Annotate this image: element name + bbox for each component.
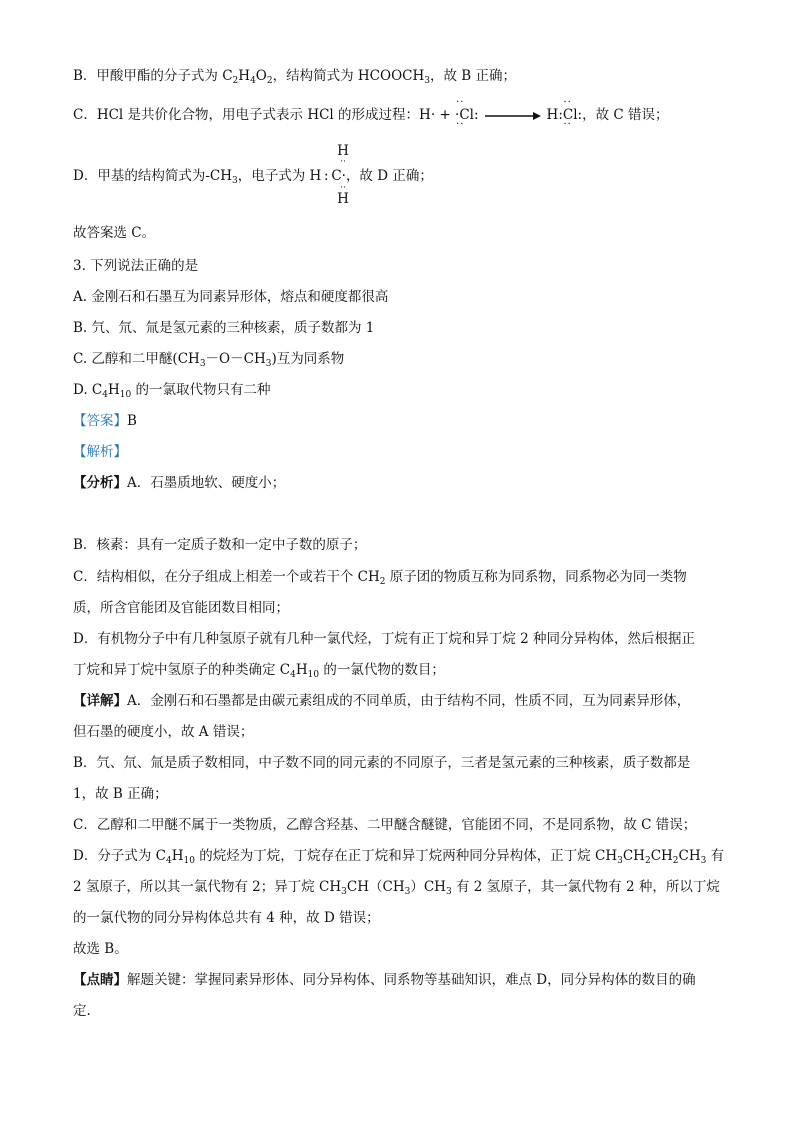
methyl-lewis-bottom: ·· H — [337, 183, 349, 207]
key-point-1: 【点睛】解题关键：掌握同素异形体、同分异构体、同系物等基础知识，难点 D，同分异构体的数目的确 — [73, 972, 696, 988]
answer-line: 【答案】B — [73, 413, 137, 429]
line-option-c: C．HCl 是共价化合物，用电子式表示 HCl 的形成过程：H· + ·· ·Cl: ·· H ·· :Cl: ·· ，故 C 错误； — [73, 97, 669, 130]
line-option-d: D．甲基的结构简式为$-CH_3$，电子式为 H : C·，故 D 正确； — [73, 168, 433, 186]
question-option-d: D. $C_4H_{10}$ 的一氯取代物只有二种 — [73, 382, 271, 400]
analysis-c-2: 质，所含官能团及官能团数目相同； — [73, 600, 289, 616]
detail-d-3: 的一氯代物的同分异构体总共有 4 种，故 D 错误； — [73, 910, 380, 926]
analysis-d-2: 丁烷和异丁烷中氢原子的种类确定 $C_4H_{10}$ 的一氯代物的数目； — [73, 662, 445, 680]
analysis-a: 【分析】A．石墨质地软、硬度小； — [73, 475, 286, 491]
reaction-arrow-icon — [485, 111, 541, 121]
electron-dots-hcl: ·· :Cl: ·· — [558, 97, 583, 130]
question-option-b: B. 氕、氘、氚是氢元素的三种核素，质子数都为 1 — [73, 320, 375, 336]
detail-a-1: 【详解】A．金刚石和石墨都是由碳元素组成的不同单质，由于结构不同，性质不同，互为同素异形体， — [73, 693, 691, 709]
line-option-b: B．甲酸甲酯的分子式为 $C_2H_4O_2$，结构简式为 $HCOOCH_3$，故 B 正确； — [73, 68, 516, 86]
detail-b-2: 1，故 B 正确； — [73, 786, 168, 802]
detail-b-1: B．氕、氘、氚是质子数相同，中子数不同的同元素的不同原子，三者是氢元素的三种核素，质子数都是 — [73, 755, 691, 771]
analysis-heading: 【解析】 — [73, 444, 127, 460]
analysis-b: B．核素：具有一定质子数和一定中子数的原子； — [73, 537, 367, 553]
electron-dots-cl: ·· ·Cl: ·· — [455, 97, 479, 130]
analysis-c-1: C．结构相似，在分子组成上相差一个或若干个 $CH_2$ 原子团的物质互称为同系物，同系物必为同一类物 — [73, 569, 687, 587]
question-option-c: C. 乙醇和二甲醚$(CH_3-O-CH_3)$互为同系物 — [73, 351, 345, 369]
detail-d-2: 2 氢原子，所以其一氯代物有 2；异丁烷 $CH_3CH(CH_3)CH_3$ 有 2 氢原子，其一氯代物有 2 种，所以丁烷 — [73, 879, 720, 897]
question-option-a: A. 金刚石和石墨互为同素异形体，熔点和硬度都很高 — [73, 289, 389, 305]
analysis-d-1: D．有机物分子中有几种氢原子就有几种一氯代烃，丁烷有正丁烷和异丁烷 2 种同分异构体，然后根据正 — [73, 631, 695, 647]
key-point-2: 定. — [73, 1003, 91, 1019]
detail-c: C．乙醇和二甲醚不属于一类物质，乙醇含羟基、二甲醚含醚键，官能团不同，不是同系物，故 C 错误； — [73, 817, 697, 833]
detail-d-1: D．分子式为 $C_4H_{10}$ 的烷烃为丁烷，丁烷存在正丁烷和异丁烷两种同分异构体，正丁烷 $CH_3CH_2CH_2CH_3$ 有 — [73, 848, 725, 866]
methyl-lewis-top: H ·· — [337, 143, 349, 167]
detail-conclusion: 故选 B。 — [73, 941, 128, 957]
detail-a-2: 但石墨的硬度小，故 A 错误； — [73, 724, 254, 740]
question-3: 3. 下列说法正确的是 — [73, 258, 199, 274]
line-answer-c: 故答案选 C。 — [73, 225, 156, 241]
